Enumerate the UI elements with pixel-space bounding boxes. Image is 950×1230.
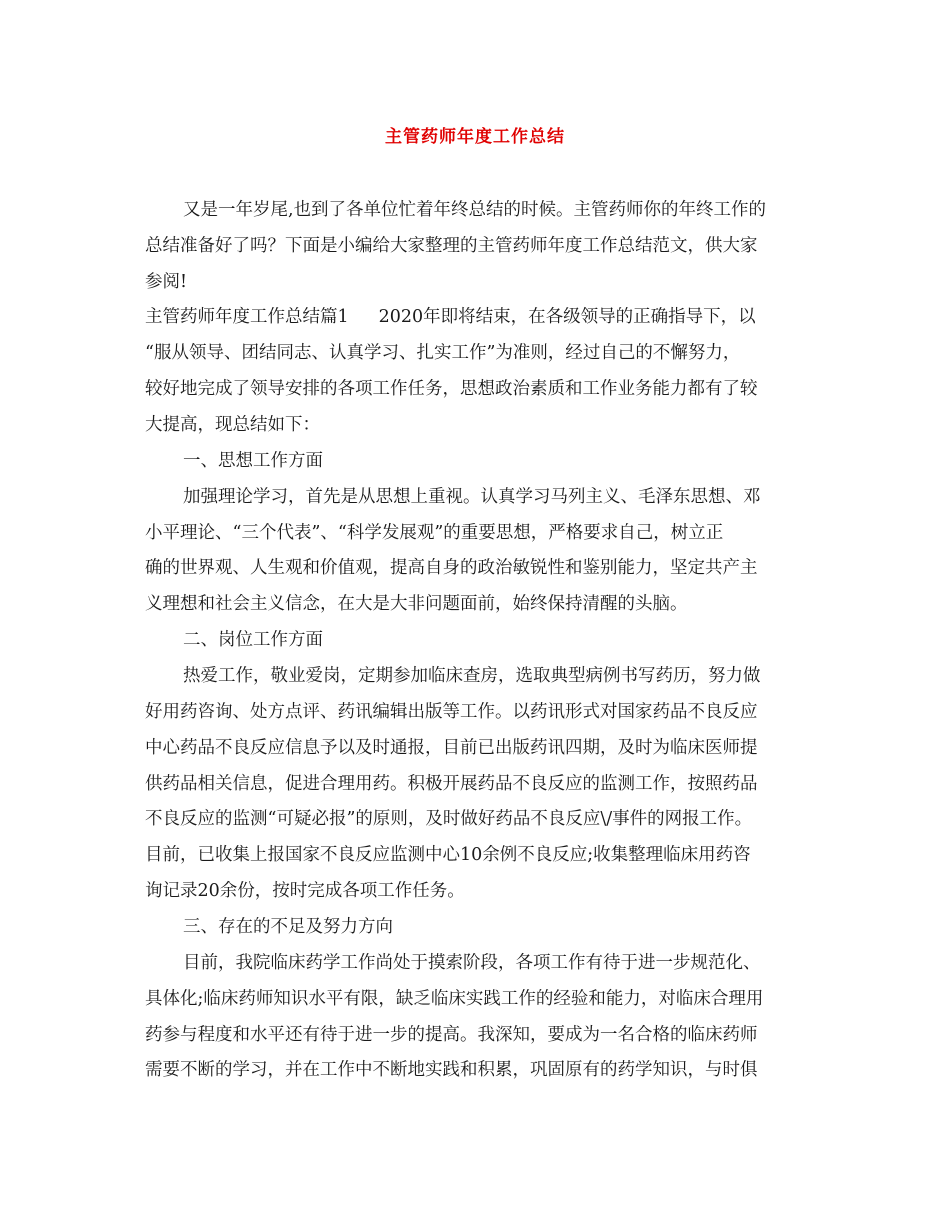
section-heading: 二、岗位工作方面 <box>183 630 323 650</box>
paragraph-line: 中心药品不良反应信息予以及时通报，目前已出版药讯四期，及时为临床医师提 <box>145 738 758 758</box>
paragraph-line: 加强理论学习，首先是从思想上重视。认真学习马列主义、毛泽东思想、邓 <box>183 487 761 507</box>
paragraph-line: 小平理论、“三个代表”、“科学发展观”的重要思想，严格要求自己，树立正 <box>145 523 724 543</box>
paragraph-text: 2020年即将结束，在各级领导的正确指导下，以 <box>378 307 756 327</box>
paragraph-line: 义理想和社会主义信念，在大是大非问题面前，始终保持清醒的头脑。 <box>145 594 688 614</box>
paragraph-line: 确的世界观、人生观和价值观，提高自身的政治敏锐性和鉴别能力，坚定共产主 <box>145 558 758 578</box>
paragraph-line: 不良反应的监测“可疑必报”的原则，及时做好药品不良反应\/事件的网报工作。 <box>145 809 753 829</box>
section-title: 主管药师年度工作总结篇1 <box>145 307 349 327</box>
paragraph-line: 目前，我院临床药学工作尚处于摸索阶段，各项工作有待于进一步规范化、 <box>183 953 761 973</box>
paragraph-line: 热爱工作，敬业爱岗，定期参加临床查房，选取典型病例书写药历，努力做 <box>183 666 761 686</box>
paragraph-line: “服从领导、团结同志、认真学习、扎实工作”为准则，经过自己的不懈努力， <box>145 343 741 363</box>
section-heading: 三、存在的不足及努力方向 <box>183 917 393 937</box>
section-heading: 一、思想工作方面 <box>183 451 323 471</box>
paragraph-line: 需要不断的学习，并在工作中不断地实践和积累，巩固原有的药学知识，与时俱 <box>145 1060 758 1080</box>
section-heading-line <box>145 299 756 335</box>
paragraph-line: 好用药咨询、处方点评、药讯编辑出版等工作。以药讯形式对国家药品不良反应 <box>145 702 758 722</box>
paragraph-line: 询记录20余份，按时完成各项工作任务。 <box>145 881 465 901</box>
paragraph-line: 大提高，现总结如下： <box>145 415 320 435</box>
paragraph-line: 参阅! <box>145 272 188 292</box>
paragraph-line: 药参与程度和水平还有待于进一步的提高。我深知，要成为一名合格的临床药师 <box>145 1025 758 1045</box>
paragraph-line: 具体化;临床药师知识水平有限，缺乏临床实践工作的经验和能力，对临床合理用 <box>145 989 764 1009</box>
document-title: 主管药师年度工作总结 <box>385 127 565 147</box>
paragraph-line: 供药品相关信息，促进合理用药。积极开展药品不良反应的监测工作，按照药品 <box>145 774 758 794</box>
paragraph-line: 目前，已收集上报国家不良反应监测中心10余例不良反应;收集整理临床用药咨 <box>145 845 751 865</box>
paragraph-line: 总结准备好了吗？下面是小编给大家整理的主管药师年度工作总结范文，供大家 <box>145 236 758 256</box>
paragraph-line: 较好地完成了领导安排的各项工作任务，思想政治素质和工作业务能力都有了较 <box>145 379 758 399</box>
paragraph-line: 又是一年岁尾,也到了各单位忙着年终总结的时候。主管药师你的年终工作的 <box>183 200 767 220</box>
